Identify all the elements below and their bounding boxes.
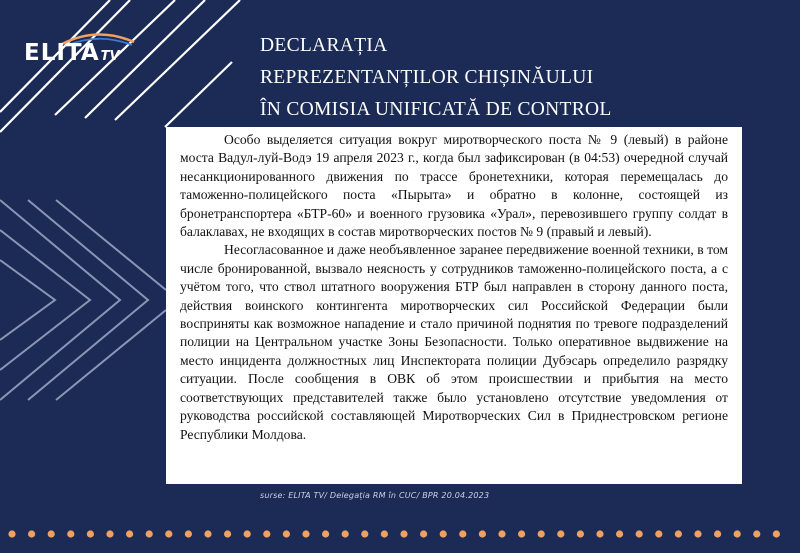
- divider-dot: [302, 530, 309, 537]
- divider-dot: [616, 530, 623, 537]
- divider-dot: [361, 530, 368, 537]
- logo-text: [24, 40, 120, 66]
- divider-dot: [342, 530, 349, 537]
- divider-dot: [322, 530, 329, 537]
- divider-dot: [185, 530, 192, 537]
- title-line-2: REPREZENTANȚILOR CHIȘINĂULUI: [260, 67, 594, 88]
- divider-dot: [263, 530, 270, 537]
- divider-dot: [753, 530, 760, 537]
- divider-dot: [557, 530, 564, 537]
- divider-dot: [479, 530, 486, 537]
- divider-dot: [244, 530, 251, 537]
- divider-dot: [714, 530, 721, 537]
- divider-dot: [518, 530, 525, 537]
- logo-wordmark: ELITA: [24, 40, 100, 66]
- dotted-divider: [0, 524, 800, 544]
- divider-dot: [381, 530, 388, 537]
- divider-dot: [596, 530, 603, 537]
- elita-tv-logo: [22, 30, 142, 70]
- divider-dot: [106, 530, 113, 537]
- document-excerpt: [166, 127, 742, 484]
- divider-dot: [204, 530, 211, 537]
- source-caption: surse: ELITA TV/ Delegația RM în CUC/ BPR 20.04.2023: [260, 491, 490, 500]
- divider-dot: [734, 530, 741, 537]
- divider-dot: [440, 530, 447, 537]
- divider-dot: [87, 530, 94, 537]
- divider-dot: [694, 530, 701, 537]
- document-paragraph-2: Несогласованное и даже необъявленное заранее передвижение военной техники, в том числе бронированной, вызвало неясность у сотрудников таможенно-полицейского поста, а с учётом того, что ствол штатного вооружения БТР был направлен в сторону данного поста, действия воинского контингента миротворческих сил Российской Федерации были восприняты как возможное нападение и стало причиной поднятия по тревоге подразделений полиции на Центральном участке Зоны Безопасности. Только оперативное выдвижение на место инцидента должностных лиц Инспектората полиции Дубэсарь определило разрядку ситуации. После сообщения в ОВК об этом происшествии и прибытия на место соответствующих представителей также было установлено отсутствие уведомления от руководства российской составляющей Миротворческих Сил в Приднестровском регионе Республики Молдова.: [180, 242, 728, 442]
- divider-dot: [538, 530, 545, 537]
- divider-dot: [283, 530, 290, 537]
- divider-dot: [224, 530, 231, 537]
- divider-dot: [459, 530, 466, 537]
- divider-dot: [48, 530, 55, 537]
- divider-dot: [126, 530, 133, 537]
- divider-dot: [675, 530, 682, 537]
- title-line-3: ÎN COMISIA UNIFICATĂ DE CONTROL: [260, 99, 612, 120]
- logo-suffix: TV: [100, 49, 120, 64]
- divider-dot: [146, 530, 153, 537]
- divider-dot: [577, 530, 584, 537]
- divider-dot: [636, 530, 643, 537]
- divider-dot: [8, 530, 15, 537]
- document-paragraph-1: Особо выделяется ситуация вокруг миротворческого поста № 9 (левый) в районе моста Вадул-луй-Водэ 19 апреля 2023 г., когда был зафиксирован (в 04:53) очередной случай несанкционированного движения по трассе бронетехники, которая перемещалась до таможенно-полицейского поста «Пырыта» и обратно в колонне, состоящей из бронетранспортера «БТР-60» и военного грузовика «Урал», перевозившего группу солдат в балаклавах, не входящих в состав миротворческих постов № 9 (правый и левый).: [180, 132, 728, 240]
- divider-dot: [28, 530, 35, 537]
- divider-dot: [773, 530, 780, 537]
- divider-dot: [655, 530, 662, 537]
- divider-dot: [498, 530, 505, 537]
- title-line-1: DECLARAȚIA: [260, 35, 388, 56]
- page-title: [260, 30, 780, 126]
- divider-dot: [165, 530, 172, 537]
- cropped-line-remnant: [286, 127, 586, 133]
- divider-dot: [420, 530, 427, 537]
- divider-dot: [67, 530, 74, 537]
- divider-dot: [400, 530, 407, 537]
